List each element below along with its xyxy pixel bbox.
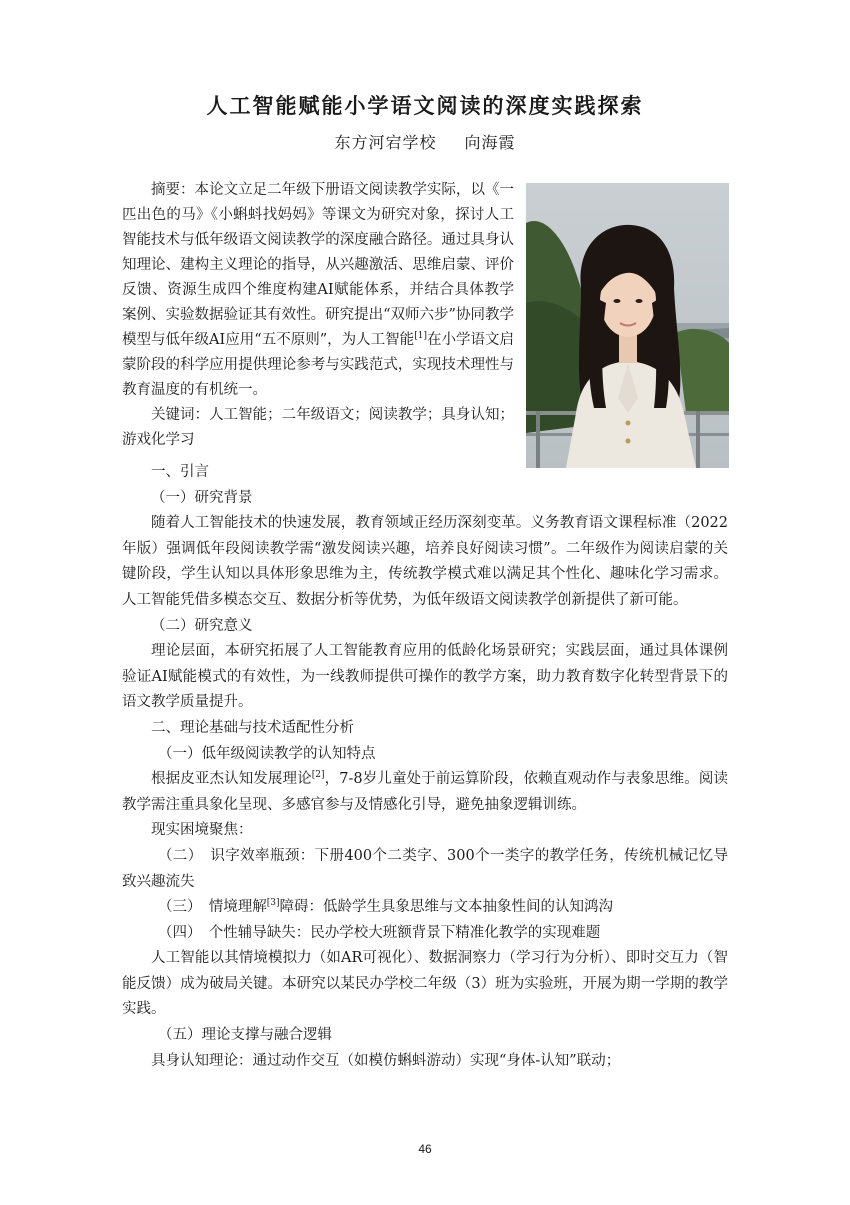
author-school: 东方河宕学校 [334, 133, 437, 152]
paragraph [122, 767, 728, 818]
abstract-text: 摘要：本论文立足二年级下册语文阅读教学实际，以《一匹出色的马》《小蝌蚪找妈妈》等课文为研究对象，探讨人工智能技术与低年级语文阅读教学的深度融合路径。通过具身认知理论、建构主义理论的指导，从兴趣激活、思维启蒙、评价反馈、资源生成四个维度构建AI赋能体系，并结合具体教学案例、实验数据验证其有效性。研究提出“双师六步”协同教学模型与低年级AI应用“五不原则”，为人工智能 [122, 182, 514, 348]
list-item: （二） 识字效率瓶颈：下册400个二类字、300个一类字的教学任务，传统机械记忆导致兴趣流失 [122, 847, 728, 890]
author-name: 向海霞 [464, 133, 516, 152]
author-byline [0, 130, 850, 153]
citation-ref: [2] [311, 770, 325, 781]
author-photo [526, 183, 729, 468]
paragraph: 人工智能以其情境模拟力（如AR可视化）、数据洞察力（学习行为分析）、即时交互力（智能反馈）成为破局关键。本研究以某民办学校二年级（3）班为实验班，开展为期一学期的教学实践。 [122, 950, 728, 1018]
list-item [122, 895, 728, 921]
citation-ref: [3] [266, 898, 280, 909]
paragraph: 理论层面，本研究拓展了人工智能教育应用的低龄化场景研究；实践层面，通过具体课例验证AI赋能模式的有效性，为一线教师提供可操作的教学方案，助力教育数字化转型背景下的语文教学质量提升。 [122, 643, 728, 711]
abstract-paragraph [122, 178, 514, 403]
section-heading: 一、引言 [151, 464, 209, 480]
paper-title: 人工智能赋能小学语文阅读的深度实践探索 [206, 93, 644, 118]
paragraph: 具身认知理论：通过动作交互（如模仿蝌蚪游动）实现“身体-认知”联动； [151, 1052, 621, 1069]
paragraph: 随着人工智能技术的快速发展，教育领域正经历深刻变革。义务教育语文课程标准（2022年版）强调低年段阅读教学需“激发阅读兴趣，培养良好阅读习惯”。二年级作为阅读启蒙的关键阶段，学生认知以具体形象思维为主，传统教学模式难以满足其个性化、趣味化学习需求。人工智能凭借多模态交互、数据分析等优势，为低年级语文阅读教学创新提供了新可能。 [122, 515, 728, 608]
subsection-heading: （五）理论支撑与融合逻辑 [158, 1027, 332, 1044]
paragraph-text: ，7-8岁儿童处于前运算阶段，依赖直观动作与表象思维。阅读教学需注重具象化呈现、多感官参与及情感化引导，避免抽象逻辑训练。 [122, 771, 728, 813]
abstract-block [122, 178, 514, 453]
abstract-text-after: 在小学语文启蒙阶段的科学应用提供理论参考与实践范式，实现技术理性与教育温度的有机统一。 [122, 332, 515, 398]
subsection-heading: （一）低年级阅读教学的认知特点 [158, 745, 376, 762]
paragraph-text: 根据皮亚杰认知发展理论 [151, 771, 312, 788]
section-heading: 二、理论基础与技术适配性分析 [151, 719, 354, 736]
keywords: 关键词：人工智能；二年级语文；阅读教学；具身认知；游戏化学习 [122, 407, 514, 448]
list-item: （四） 个性辅导缺失：民办学校大班额背景下精准化教学的实现难题 [158, 924, 601, 941]
list-item-text: 障碍：低龄学生具象思维与文本抽象性间的认知鸿沟 [279, 899, 613, 916]
paragraph: 现实困境聚焦： [151, 822, 253, 839]
citation-ref: [1] [414, 331, 427, 342]
body-text [122, 460, 728, 1074]
page-number: 46 [418, 1142, 432, 1156]
author-photo-illustration [526, 183, 729, 468]
subsection-heading: （一）研究背景 [151, 489, 253, 506]
subsection-heading: （二）研究意义 [151, 617, 253, 634]
list-item-text: （三） 情境理解 [158, 899, 267, 916]
